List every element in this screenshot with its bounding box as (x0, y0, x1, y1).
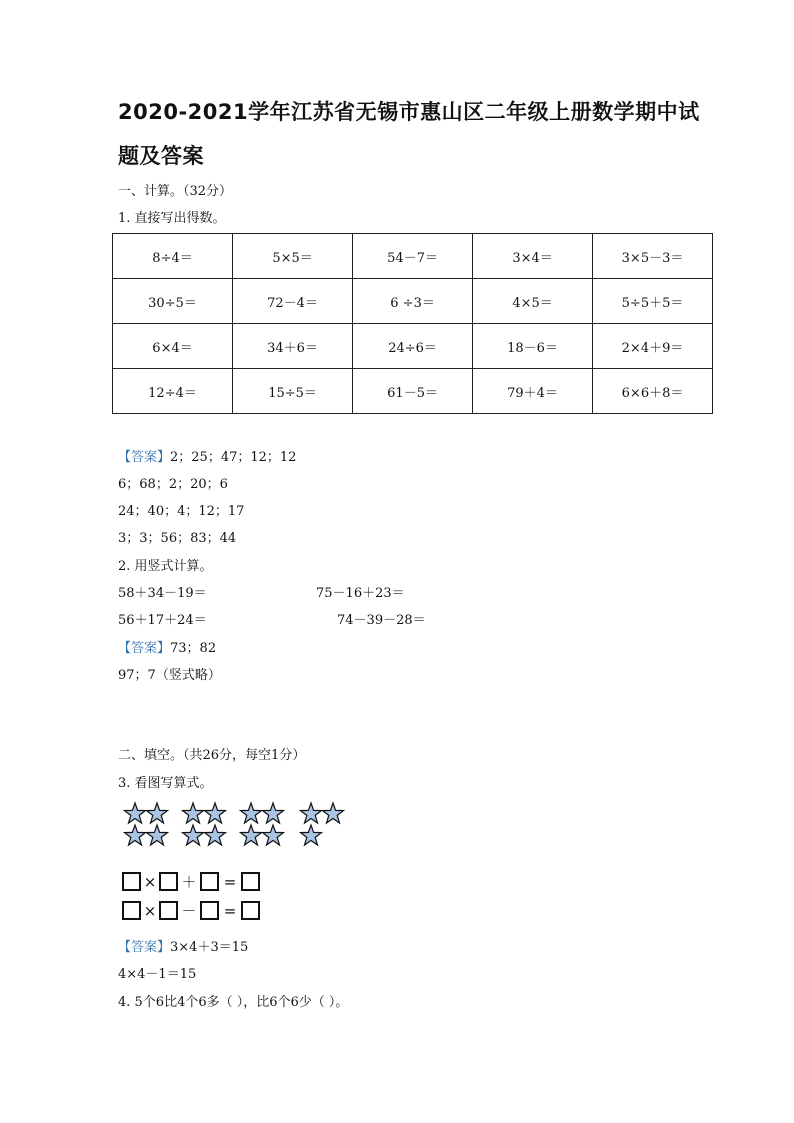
star-icon (301, 803, 322, 823)
calc-cell: 6 ÷3＝ (353, 279, 473, 324)
calc-cell: 24÷6＝ (353, 324, 473, 369)
q2-expression: 74－39－28＝ (337, 613, 426, 628)
calc-row (113, 369, 713, 414)
calc-cell: 4×5＝ (473, 279, 593, 324)
q3-label: 3. 看图写算式。 (118, 776, 213, 791)
calc-cell: 8÷4＝ (113, 234, 233, 279)
page-title-continued: 题及答案 (118, 144, 204, 168)
q2-expression: 58＋34－19＝ (118, 586, 207, 601)
answer-box[interactable] (241, 872, 260, 891)
q2-expression: 75－16＋23＝ (316, 586, 405, 601)
multiply-sign: × (143, 872, 157, 891)
calc-cell: 79＋4＝ (473, 369, 593, 414)
answer-box[interactable] (200, 901, 219, 920)
q3-answer-line: 4×4－1＝15 (118, 967, 197, 982)
answer-box[interactable] (159, 901, 178, 920)
star-icon (263, 825, 284, 845)
q2-answer-line: 97；7（竖式略） (118, 668, 221, 683)
calc-row (113, 279, 713, 324)
plus-sign: ＋ (181, 873, 197, 891)
calc-row (113, 234, 713, 279)
calc-cell: 72－4＝ (233, 279, 353, 324)
star-icon (147, 825, 168, 845)
equation-row-2 (122, 900, 260, 921)
section2-heading: 二、填空。（共26分，每空1分） (118, 748, 306, 763)
answer-box[interactable] (200, 872, 219, 891)
answer-text: 2；25；47；12；12 (170, 450, 297, 465)
equation-row-1 (122, 871, 260, 892)
calc-cell: 5÷5＋5＝ (593, 279, 713, 324)
q2-answer-line (118, 637, 216, 656)
answer-tag: 【答案】 (118, 450, 171, 465)
star-icon (125, 803, 146, 823)
star-icon (301, 825, 322, 845)
q3-answer-line (118, 936, 248, 955)
star-icon (241, 825, 262, 845)
q1-answer-line (118, 446, 296, 465)
star-icon (263, 803, 284, 823)
multiply-sign: × (143, 901, 157, 920)
answer-text: 73；82 (170, 641, 217, 656)
calc-cell: 12÷4＝ (113, 369, 233, 414)
q2-expression: 56＋17＋24＝ (118, 613, 207, 628)
section1-heading: 一、计算。（32分） (118, 184, 233, 199)
calc-table (112, 233, 713, 414)
calc-cell: 3×4＝ (473, 234, 593, 279)
answer-tag: 【答案】 (118, 940, 171, 955)
answer-box[interactable] (241, 901, 260, 920)
star-icon (183, 825, 204, 845)
answer-box[interactable] (159, 872, 178, 891)
star-icon (147, 803, 168, 823)
minus-sign: － (181, 902, 197, 920)
calc-cell: 3×5－3＝ (593, 234, 713, 279)
answer-tag: 【答案】 (118, 641, 171, 656)
q4-question: 4. 5个6比4个6多（ ），比6个6少（ ）。 (118, 995, 349, 1010)
calc-cell: 61－5＝ (353, 369, 473, 414)
q1-answer-line: 24；40；4；12；17 (118, 504, 245, 519)
calc-cell: 6×6＋8＝ (593, 369, 713, 414)
calc-cell: 6×4＝ (113, 324, 233, 369)
calc-cell: 5×5＝ (233, 234, 353, 279)
calc-cell: 18－6＝ (473, 324, 593, 369)
calc-cell: 54－7＝ (353, 234, 473, 279)
q1-answer-line: 3；3；56；83；44 (118, 531, 237, 546)
calc-row (113, 324, 713, 369)
star-icon (323, 803, 344, 823)
answer-text: 3×4＋3＝15 (170, 940, 249, 955)
q2-label: 2. 用竖式计算。 (118, 559, 213, 574)
star-icon (125, 825, 146, 845)
star-icon (205, 825, 226, 845)
q1-label: 1. 直接写出得数。 (118, 211, 226, 226)
page-title: 2020-2021学年江苏省无锡市惠山区二年级上册数学期中试 (118, 100, 700, 124)
q1-answer-line: 6；68；2；20；6 (118, 477, 228, 492)
answer-box[interactable] (122, 872, 141, 891)
calc-cell: 34＋6＝ (233, 324, 353, 369)
equals-sign: = (223, 901, 237, 920)
calc-cell: 30÷5＝ (113, 279, 233, 324)
calc-cell: 2×4＋9＝ (593, 324, 713, 369)
calc-cell: 15÷5＝ (233, 369, 353, 414)
star-icon (205, 803, 226, 823)
star-picture (118, 800, 368, 852)
star-icon (183, 803, 204, 823)
equals-sign: = (223, 872, 237, 891)
star-icon (241, 803, 262, 823)
answer-box[interactable] (122, 901, 141, 920)
